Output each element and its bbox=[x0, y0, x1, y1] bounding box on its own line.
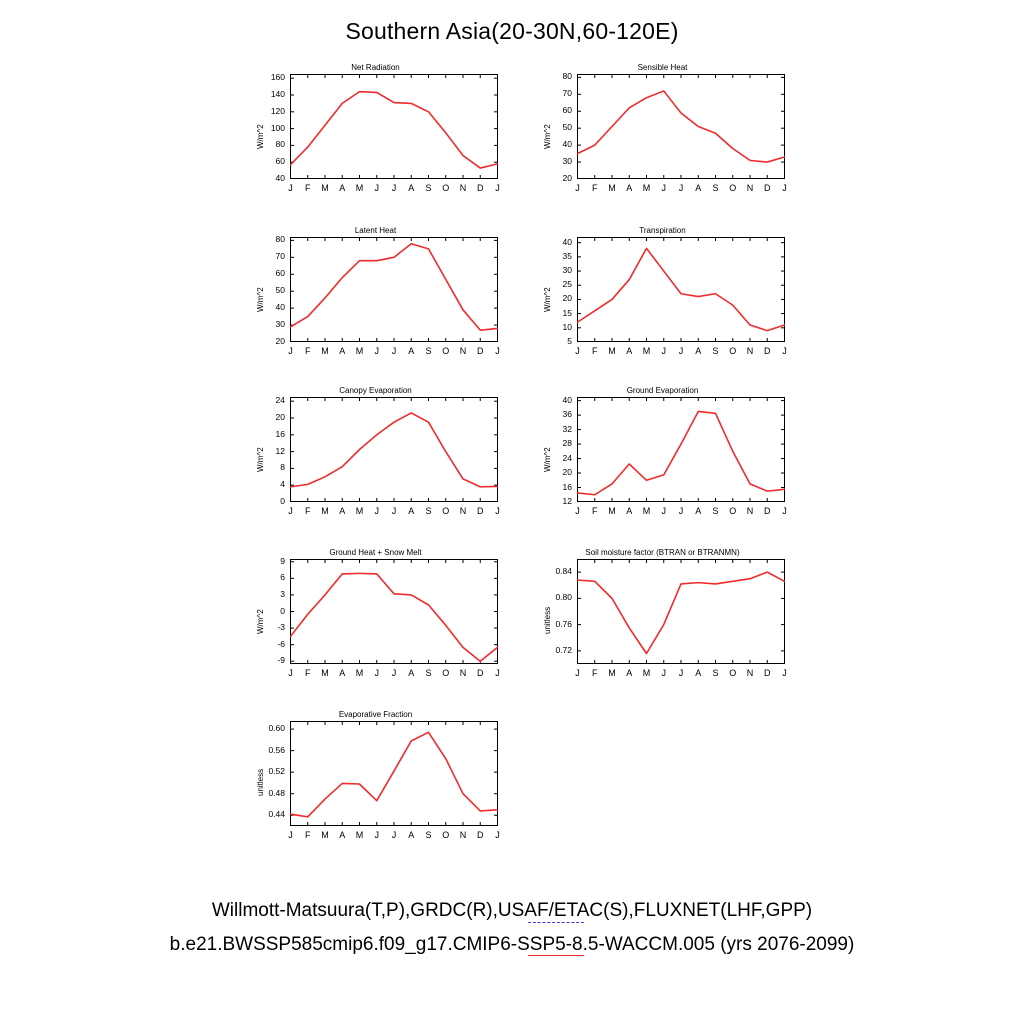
data-series-line bbox=[291, 244, 498, 330]
x-tick-label: O bbox=[729, 183, 737, 193]
chart-panel bbox=[253, 63, 498, 202]
x-tick-label: M bbox=[608, 346, 616, 356]
x-tick-label: J bbox=[288, 183, 293, 193]
x-tick-label: O bbox=[729, 346, 737, 356]
x-tick-label: J bbox=[391, 668, 397, 678]
x-tick-label: M bbox=[642, 668, 651, 678]
y-tick-label: 50 bbox=[275, 285, 285, 296]
y-tick-label: 40 bbox=[275, 173, 285, 183]
y-tick-label: 80 bbox=[275, 139, 285, 150]
x-tick-label: O bbox=[442, 183, 450, 193]
data-series-line bbox=[291, 92, 498, 168]
y-axis-label: W/m^2 bbox=[543, 123, 552, 149]
y-tick-label: 60 bbox=[275, 268, 285, 279]
y-tick-label: 0.56 bbox=[268, 744, 285, 755]
plot-area bbox=[290, 397, 498, 502]
x-tick-label: A bbox=[339, 830, 346, 840]
x-tick-label: J bbox=[391, 346, 397, 356]
x-tick-label: J bbox=[575, 346, 580, 356]
data-series-line bbox=[578, 411, 785, 494]
x-tick-label: M bbox=[321, 506, 329, 516]
chart-panel bbox=[253, 548, 498, 687]
x-tick-label: J bbox=[661, 668, 666, 678]
x-tick-label: J bbox=[661, 346, 666, 356]
y-tick-label: 40 bbox=[562, 139, 572, 150]
chart-title: Canopy Evaporation bbox=[339, 386, 412, 395]
x-tick-label: A bbox=[626, 183, 633, 193]
x-tick-label: S bbox=[425, 346, 432, 356]
y-tick-label: 60 bbox=[275, 156, 285, 167]
data-series-line bbox=[291, 413, 498, 487]
plot-area bbox=[577, 397, 785, 502]
data-series-line bbox=[578, 248, 785, 330]
data-series-line bbox=[578, 91, 785, 162]
y-tick-label: 0.44 bbox=[268, 809, 285, 820]
x-tick-label: O bbox=[442, 346, 450, 356]
x-tick-label: N bbox=[459, 506, 467, 516]
y-tick-label: 20 bbox=[562, 293, 572, 304]
data-series-line bbox=[578, 572, 785, 653]
x-tick-label: J bbox=[391, 506, 397, 516]
x-tick-label: O bbox=[442, 830, 450, 840]
x-tick-label: A bbox=[408, 346, 415, 356]
y-tick-label: 80 bbox=[562, 71, 572, 82]
chart-panel bbox=[253, 710, 498, 849]
y-tick-label: 0.52 bbox=[268, 766, 285, 777]
x-tick-label: J bbox=[374, 830, 379, 840]
y-tick-label: 8 bbox=[280, 462, 285, 473]
y-tick-label: 0.76 bbox=[555, 618, 572, 629]
x-tick-label: J bbox=[495, 183, 500, 193]
data-series-line bbox=[291, 732, 498, 817]
y-tick-label: 24 bbox=[275, 395, 285, 406]
chart-title: Ground Heat + Snow Melt bbox=[329, 548, 422, 557]
x-tick-label: D bbox=[477, 346, 484, 356]
y-tick-label: 0 bbox=[280, 496, 285, 506]
x-tick-label: J bbox=[288, 668, 293, 678]
x-tick-label: J bbox=[575, 506, 580, 516]
y-tick-label: 70 bbox=[275, 251, 285, 262]
x-tick-label: S bbox=[425, 668, 432, 678]
y-tick-label: 5 bbox=[567, 336, 572, 346]
x-tick-label: S bbox=[712, 668, 719, 678]
x-tick-label: M bbox=[355, 506, 364, 516]
x-tick-label: M bbox=[321, 830, 329, 840]
plot-area bbox=[577, 237, 785, 342]
x-tick-label: J bbox=[374, 668, 379, 678]
plot-area bbox=[577, 74, 785, 179]
x-tick-label: J bbox=[575, 668, 580, 678]
x-tick-label: M bbox=[355, 668, 364, 678]
legend-observation-dash bbox=[528, 922, 584, 923]
y-tick-label: 28 bbox=[562, 438, 572, 449]
footer-case-line: b.e21.BWSSP585cmip6.f09_g17.CMIP6-SSP5-8.5-WACCM.005 (yrs 2076-2099) bbox=[169, 934, 855, 955]
x-tick-label: N bbox=[459, 183, 467, 193]
y-tick-label: 0.48 bbox=[268, 787, 285, 798]
y-tick-label: 16 bbox=[562, 481, 572, 492]
data-series-line bbox=[291, 573, 498, 661]
y-tick-label: 12 bbox=[562, 496, 572, 506]
plot-area bbox=[290, 559, 498, 664]
x-tick-label: M bbox=[321, 668, 329, 678]
x-tick-label: N bbox=[746, 668, 754, 678]
y-tick-label: 60 bbox=[562, 105, 572, 116]
x-tick-label: O bbox=[729, 506, 737, 516]
chart-title: Evaporative Fraction bbox=[338, 710, 413, 719]
x-tick-label: J bbox=[391, 830, 397, 840]
y-axis-label: W/m^2 bbox=[543, 446, 552, 472]
x-tick-label: J bbox=[782, 183, 787, 193]
x-tick-label: A bbox=[626, 346, 633, 356]
plot-area bbox=[290, 74, 498, 179]
x-tick-label: F bbox=[592, 346, 598, 356]
x-tick-label: J bbox=[575, 183, 580, 193]
y-tick-label: 6 bbox=[280, 572, 285, 583]
y-tick-label: 20 bbox=[275, 336, 285, 346]
x-tick-label: S bbox=[712, 506, 719, 516]
x-tick-label: J bbox=[678, 668, 684, 678]
x-tick-label: D bbox=[477, 830, 484, 840]
x-tick-label: M bbox=[355, 346, 364, 356]
y-tick-label: 15 bbox=[562, 307, 572, 318]
x-tick-label: A bbox=[626, 506, 633, 516]
y-tick-label: 100 bbox=[270, 122, 285, 133]
y-tick-label: -6 bbox=[277, 638, 285, 649]
x-tick-label: N bbox=[746, 346, 754, 356]
plot-area bbox=[577, 559, 785, 664]
y-tick-label: 30 bbox=[275, 319, 285, 330]
x-tick-label: J bbox=[495, 506, 500, 516]
x-tick-label: J bbox=[374, 183, 379, 193]
chart-panel bbox=[540, 226, 785, 365]
y-tick-label: 0.72 bbox=[555, 644, 572, 655]
y-axis-label: W/m^2 bbox=[543, 286, 552, 312]
x-tick-label: J bbox=[782, 668, 787, 678]
y-tick-label: 160 bbox=[270, 72, 285, 83]
legend-model-line bbox=[528, 955, 584, 956]
x-tick-label: M bbox=[608, 668, 616, 678]
x-tick-label: A bbox=[339, 506, 346, 516]
y-tick-label: 40 bbox=[562, 236, 572, 247]
x-tick-label: J bbox=[661, 506, 666, 516]
x-tick-label: D bbox=[477, 183, 484, 193]
x-tick-label: A bbox=[695, 183, 702, 193]
x-tick-label: F bbox=[592, 506, 598, 516]
y-tick-label: 30 bbox=[562, 156, 572, 167]
plot-area bbox=[290, 237, 498, 342]
x-tick-label: A bbox=[339, 346, 346, 356]
x-tick-label: M bbox=[355, 830, 364, 840]
y-tick-label: 24 bbox=[562, 452, 572, 463]
y-axis-label: W/m^2 bbox=[256, 286, 265, 312]
y-tick-label: 4 bbox=[280, 479, 285, 490]
x-tick-label: J bbox=[495, 830, 500, 840]
y-axis-label: W/m^2 bbox=[256, 446, 265, 472]
x-tick-label: F bbox=[592, 668, 598, 678]
y-tick-label: 35 bbox=[562, 250, 572, 261]
x-tick-label: N bbox=[746, 506, 754, 516]
x-tick-label: A bbox=[408, 183, 415, 193]
x-tick-label: F bbox=[592, 183, 598, 193]
x-tick-label: M bbox=[608, 183, 616, 193]
y-tick-label: 20 bbox=[562, 173, 572, 183]
y-tick-label: 40 bbox=[562, 394, 572, 405]
y-tick-label: 25 bbox=[562, 279, 572, 290]
x-tick-label: J bbox=[678, 506, 684, 516]
y-tick-label: 16 bbox=[275, 428, 285, 439]
x-tick-label: J bbox=[495, 346, 500, 356]
x-tick-label: A bbox=[695, 346, 702, 356]
x-tick-label: M bbox=[642, 346, 651, 356]
chart-title: Latent Heat bbox=[354, 226, 397, 235]
y-tick-label: 0.60 bbox=[268, 723, 285, 734]
x-tick-label: J bbox=[782, 506, 787, 516]
x-tick-label: N bbox=[746, 183, 754, 193]
chart-panel bbox=[253, 386, 498, 525]
x-tick-label: F bbox=[305, 346, 311, 356]
x-tick-label: A bbox=[408, 506, 415, 516]
x-tick-label: J bbox=[288, 346, 293, 356]
y-tick-label: 140 bbox=[270, 89, 285, 99]
y-tick-label: 80 bbox=[275, 234, 285, 245]
chart-panel bbox=[253, 226, 498, 365]
y-tick-label: 20 bbox=[275, 412, 285, 422]
x-tick-label: M bbox=[642, 183, 651, 193]
y-tick-label: -3 bbox=[277, 622, 285, 633]
x-tick-label: N bbox=[459, 668, 467, 678]
x-tick-label: M bbox=[608, 506, 616, 516]
y-tick-label: 30 bbox=[562, 265, 572, 276]
y-tick-label: 3 bbox=[280, 588, 285, 599]
x-tick-label: S bbox=[712, 183, 719, 193]
x-tick-label: A bbox=[339, 183, 346, 193]
x-tick-label: J bbox=[678, 346, 684, 356]
chart-panel bbox=[540, 548, 785, 687]
x-tick-label: F bbox=[305, 183, 311, 193]
x-tick-label: A bbox=[626, 668, 633, 678]
x-tick-label: J bbox=[782, 346, 787, 356]
x-tick-label: J bbox=[374, 346, 379, 356]
x-tick-label: S bbox=[712, 346, 719, 356]
x-tick-label: J bbox=[288, 830, 293, 840]
footer-attribution-line: Willmott-Matsuura(T,P),GRDC(R),USAF/ETAC(S),FLUXNET(LHF,GPP) bbox=[211, 900, 813, 921]
chart-title: Transpiration bbox=[639, 226, 686, 235]
x-tick-label: J bbox=[678, 183, 684, 193]
x-tick-label: A bbox=[339, 668, 346, 678]
chart-panel bbox=[540, 63, 785, 202]
chart-title: Ground Evaporation bbox=[626, 386, 699, 395]
plot-area bbox=[290, 721, 498, 826]
y-tick-label: -9 bbox=[277, 655, 285, 666]
x-tick-label: D bbox=[477, 668, 484, 678]
y-tick-label: 9 bbox=[280, 555, 285, 566]
x-tick-label: A bbox=[408, 668, 415, 678]
x-tick-label: O bbox=[442, 668, 450, 678]
chart-title: Sensible Heat bbox=[637, 63, 688, 72]
x-tick-label: D bbox=[764, 506, 771, 516]
y-tick-label: 36 bbox=[562, 409, 572, 420]
x-tick-label: N bbox=[459, 830, 467, 840]
x-tick-label: S bbox=[425, 183, 432, 193]
chart-panel bbox=[540, 386, 785, 525]
x-tick-label: M bbox=[321, 183, 329, 193]
y-tick-label: 0.84 bbox=[555, 566, 572, 577]
x-tick-label: J bbox=[288, 506, 293, 516]
x-tick-label: M bbox=[642, 506, 651, 516]
y-axis-label: W/m^2 bbox=[256, 608, 265, 634]
page-title: Southern Asia(20-30N,60-120E) bbox=[345, 18, 679, 44]
y-axis-label: unitless bbox=[543, 606, 552, 634]
x-tick-label: D bbox=[477, 506, 484, 516]
x-tick-label: J bbox=[374, 506, 379, 516]
x-tick-label: A bbox=[695, 668, 702, 678]
x-tick-label: N bbox=[459, 346, 467, 356]
y-tick-label: 0.80 bbox=[555, 592, 572, 603]
x-tick-label: S bbox=[425, 506, 432, 516]
x-tick-label: O bbox=[729, 668, 737, 678]
y-tick-label: 120 bbox=[270, 105, 285, 116]
y-tick-label: 12 bbox=[275, 445, 285, 456]
x-tick-label: F bbox=[305, 668, 311, 678]
x-tick-label: S bbox=[425, 830, 432, 840]
y-tick-label: 40 bbox=[275, 302, 285, 313]
chart-title: Soil moisture factor (BTRAN or BTRANMN) bbox=[585, 548, 740, 557]
y-tick-label: 0 bbox=[280, 605, 285, 616]
x-tick-label: D bbox=[764, 668, 771, 678]
x-tick-label: O bbox=[442, 506, 450, 516]
x-tick-label: A bbox=[408, 830, 415, 840]
x-tick-label: F bbox=[305, 830, 311, 840]
y-tick-label: 70 bbox=[562, 88, 572, 99]
x-tick-label: J bbox=[661, 183, 666, 193]
x-tick-label: D bbox=[764, 346, 771, 356]
x-tick-label: F bbox=[305, 506, 311, 516]
y-axis-label: W/m^2 bbox=[256, 123, 265, 149]
x-tick-label: D bbox=[764, 183, 771, 193]
y-tick-label: 10 bbox=[562, 321, 572, 332]
y-tick-label: 32 bbox=[562, 423, 572, 434]
x-tick-label: M bbox=[321, 346, 329, 356]
x-tick-label: J bbox=[391, 183, 397, 193]
x-tick-label: J bbox=[495, 668, 500, 678]
y-tick-label: 20 bbox=[562, 467, 572, 478]
x-tick-label: A bbox=[695, 506, 702, 516]
y-axis-label: unitless bbox=[256, 768, 265, 796]
y-tick-label: 50 bbox=[562, 122, 572, 133]
x-tick-label: M bbox=[355, 183, 364, 193]
chart-title: Net Radiation bbox=[351, 63, 400, 72]
